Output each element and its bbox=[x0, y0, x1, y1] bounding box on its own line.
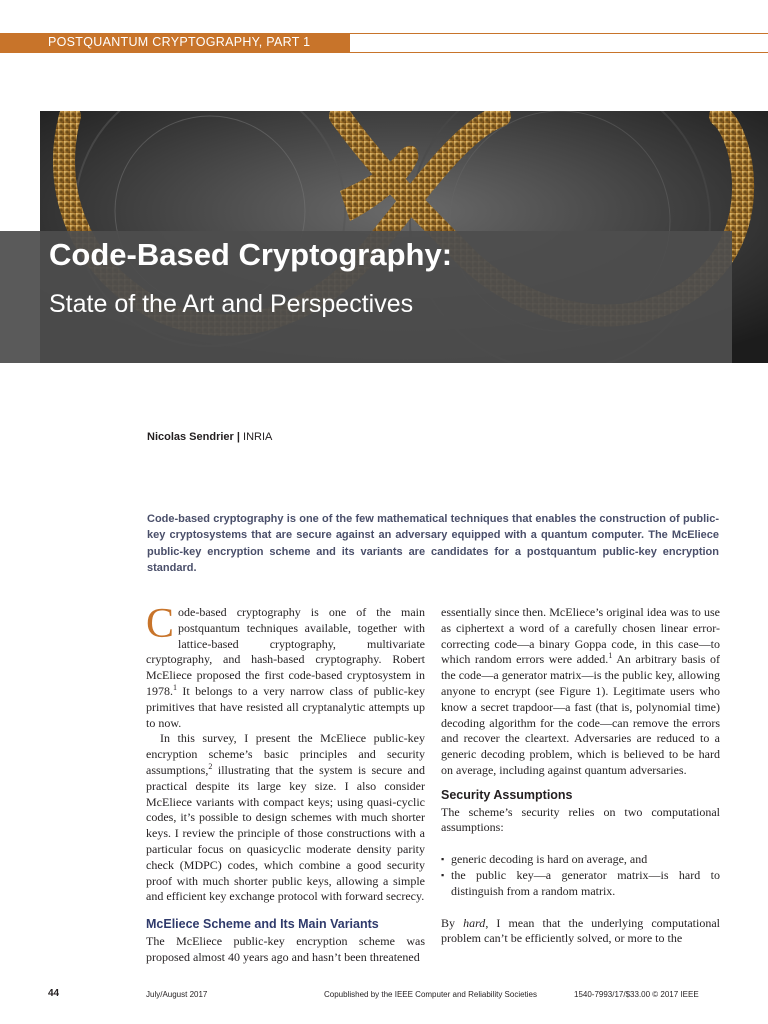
section-heading-security: Security Assumptions bbox=[441, 787, 573, 802]
article-title: Code-Based Cryptography: bbox=[49, 237, 453, 272]
citation-superscript: 2 bbox=[208, 761, 213, 771]
page-number: 44 bbox=[48, 988, 60, 999]
header-rule-bottom bbox=[350, 52, 768, 53]
article-subtitle: State of the Art and Perspectives bbox=[49, 290, 414, 318]
author-name: Nicolas Sendrier bbox=[147, 431, 234, 443]
list-item: ▪ the public key—a generator matrix—is hard to distinguish from a random matrix. bbox=[441, 868, 720, 900]
mceliece-paragraph: The McEliece public-key encryption scheme was proposed almost 40 years ago and hasn’t been threatened bbox=[146, 933, 425, 964]
citation-superscript: 1 bbox=[173, 682, 177, 692]
abstract: Code-based cryptography is one of the few mathematical techniques that enables the construction of public-key cryptosystems that are secure against an adversary equipped with a quantum computer. The McEliece public-key encryption scheme and its variants are candidates for a postquantum public-key encryption standard. bbox=[147, 513, 719, 575]
continuation-paragraph: essentially since then. McEliece’s original idea was to use as ciphertext a word of a carefully chosen linear error-correcting code—a binary Goppa code, in this case—to which random errors were added.$^1$ An arbitrary basis of the code—a generator matrix—is the public key, allowing anyone to encrypt (see Figure 1). Legitimate users who know a secret trapdoor—a fast (that is, polynomial time) decoding algorithm for the code—can remove the errors and recover the cleartext. Adversaries are reduced to a generic decoding problem, which is believed to be hard on average, including against quantum adversaries. bbox=[441, 605, 720, 777]
left-column bbox=[146, 601, 425, 966]
section-heading-mceliece: McEliece Scheme and Its Main Variants bbox=[146, 917, 379, 932]
section-label-bar bbox=[0, 33, 350, 53]
author-affiliation: INRIA bbox=[243, 431, 273, 443]
byline bbox=[147, 431, 272, 443]
citation-superscript: 1 bbox=[608, 651, 613, 661]
intro-paragraph: Code-based cryptography is one of the main postquantum techniques available, together with lattice-based cryptography, multivariate cryptography, and hash-based cryptography. Robert McEliece proposed the first code-based cryptosystem in 1978.$^1$ It belongs to a very narrow class of public-key primitives that have resisted all cryptanalytic attempts up to now. bbox=[146, 601, 425, 730]
byline-separator: | bbox=[236, 431, 240, 443]
survey-paragraph: In this survey, I present the McEliece public-key encryption scheme’s basic principles and security assumptions,$^2$ illustrating that the system is secure and practical despite its large key size. I also consider McEliece variants with compact keys; using quasi-cyclic codes, it’s possible to design schemes with much shorter keys. I review the principle of those constructions with a particular focus on quasicyclic moderate density parity check (MDPC) codes, which combine a good security proof with much shorter public keys, allowing a simple and efficient key exchange protocol with forward secrecy. bbox=[146, 731, 425, 904]
copyright-line: 1540-7993/17/$33.00 © 2017 IEEE bbox=[574, 990, 699, 999]
drop-cap: C bbox=[146, 601, 175, 647]
right-column bbox=[441, 605, 720, 947]
hard-paragraph: By hard, I mean that the underlying computational problem can’t be efficiently solved, or more to the bbox=[441, 915, 720, 946]
header-rule-top bbox=[350, 33, 768, 34]
assumptions-paragraph: The scheme’s security relies on two computational assumptions: bbox=[441, 804, 720, 835]
publisher-line: Copublished by the IEEE Computer and Reliability Societies bbox=[324, 990, 538, 999]
assumptions-list bbox=[441, 852, 720, 899]
section-label: POSTQUANTUM CRYPTOGRAPHY, PART 1 bbox=[48, 35, 311, 49]
list-item: ▪ generic decoding is hard on average, and bbox=[441, 852, 720, 868]
issue-date: July/August 2017 bbox=[146, 990, 208, 999]
